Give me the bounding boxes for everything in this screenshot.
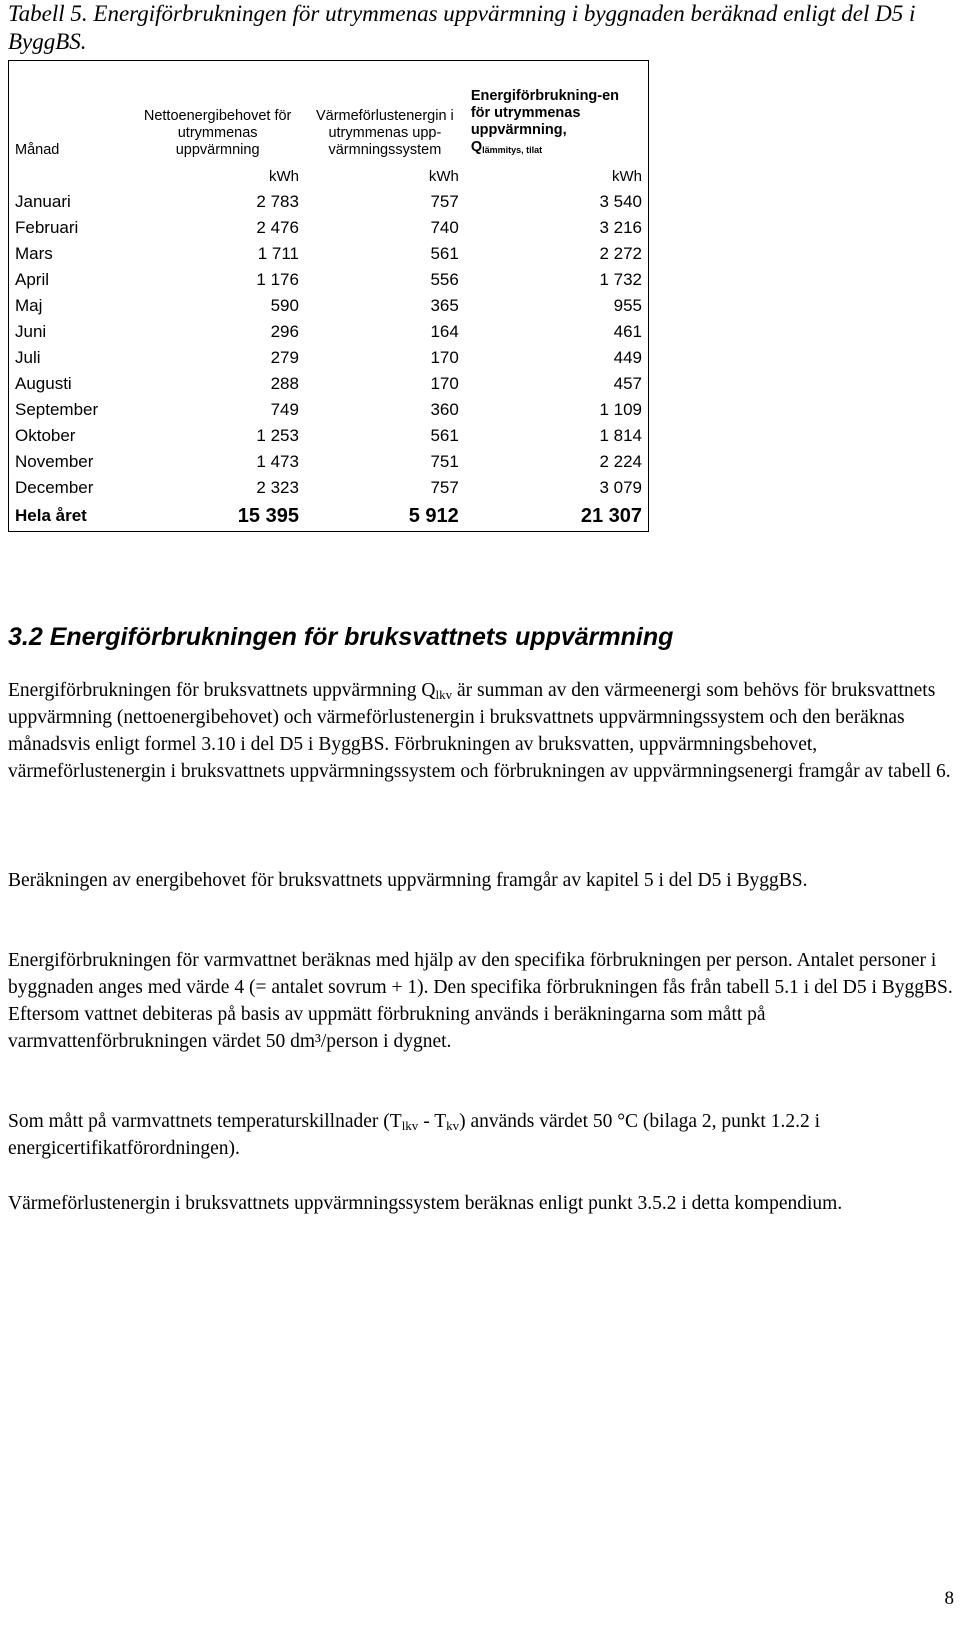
header-total-energy [465, 61, 649, 164]
total-cell: 955 [613, 296, 642, 315]
loss-cell: 556 [430, 270, 459, 289]
total-cell: 1 732 [599, 270, 642, 289]
net-cell: 2 323 [256, 478, 299, 497]
month-cell: April [15, 270, 50, 289]
table-header-row [9, 61, 649, 164]
table-row [9, 319, 649, 345]
net-cell: 2 783 [256, 192, 299, 211]
header-month: Månad [15, 142, 60, 158]
unit-total: kWh [612, 167, 642, 185]
month-cell: Mars [15, 244, 53, 263]
table-row [9, 423, 649, 449]
p4-sub-1: lkv [401, 1118, 419, 1133]
table-caption: Tabell 5. Energiförbrukningen för utrymmenas uppvärmning i byggnaden beräknad enligt del D5 i ByggBS. [8, 1, 916, 54]
section-heading: 3.2 Energiförbrukningen för bruksvattnets uppvärmning [8, 623, 674, 651]
p4-text-b: - T [418, 1111, 447, 1132]
table-row [9, 345, 649, 371]
loss-cell: 757 [430, 478, 459, 497]
table-row [9, 371, 649, 397]
net-cell: 1 176 [256, 270, 299, 289]
unit-net: kWh [268, 167, 299, 185]
month-cell: Augusti [15, 374, 72, 393]
total-cell: 21 307 [580, 504, 642, 527]
month-cell: Januari [15, 192, 71, 211]
loss-cell: 751 [430, 452, 459, 471]
loss-cell: 360 [430, 400, 459, 419]
month-cell: Oktober [15, 426, 76, 445]
total-cell: 449 [613, 348, 642, 367]
net-cell: 1 253 [256, 426, 299, 445]
total-cell: 1 814 [599, 426, 642, 445]
total-cell: 1 109 [599, 400, 642, 419]
loss-cell: 164 [430, 322, 459, 341]
table-row [9, 241, 649, 267]
p1-text-a: Energiförbrukningen för bruksvattnets uppvärmning Q [8, 680, 436, 701]
net-cell: 1 711 [257, 244, 299, 263]
unit-loss: kWh [428, 167, 459, 185]
table-row [9, 215, 649, 241]
net-cell: 288 [270, 374, 299, 393]
page-number: 8 [944, 1588, 954, 1609]
total-cell: 3 540 [599, 192, 642, 211]
loss-cell: 5 912 [408, 504, 459, 527]
loss-cell: 740 [430, 218, 459, 237]
loss-cell: 170 [430, 348, 459, 367]
month-cell: Juni [15, 322, 47, 341]
table-row [9, 189, 649, 215]
month-cell: Februari [15, 218, 79, 237]
total-cell: 2 272 [599, 244, 642, 263]
header-total-sub: lämmitys, tilat [482, 145, 543, 155]
net-cell: 590 [270, 296, 299, 315]
paragraph-3: Energiförbrukningen för varmvattnet beräknas med hjälp av den specifika förbrukningen per person. Antalet personer i byggnaden anges med värde 4 (= antalet sovrum + 1). Den specifika förbrukningen fås från tabell 5.1 i del D5 i ByggBS. Eftersom vattnet debiteras på basis av uppmätt förbrukning används i beräkningarna som mått på varmvattenförbrukningen värdet 50 dm³/person i dygnet. [8, 950, 953, 1052]
total-row [9, 501, 649, 532]
header-net-energy: Nettoenergibehovet för utrymmenas uppvärmning [143, 108, 292, 158]
p1-sub: lkv [435, 687, 453, 702]
net-cell: 15 395 [237, 504, 299, 527]
loss-cell: 365 [430, 296, 459, 315]
loss-cell: 757 [430, 192, 459, 211]
month-cell: Maj [15, 296, 43, 315]
total-cell: 461 [613, 322, 642, 341]
p4-text-a: Som mått på varmvattnets temperaturskillnader (T [8, 1111, 402, 1132]
loss-cell: 561 [430, 244, 459, 263]
loss-cell: 561 [430, 426, 459, 445]
month-cell: November [15, 452, 94, 471]
net-cell: 1 473 [256, 452, 299, 471]
energy-table [8, 60, 649, 532]
month-cell: Hela året [15, 506, 87, 525]
p4-sub-2: kv [446, 1118, 460, 1133]
paragraph-1 [8, 677, 958, 785]
table-row [9, 267, 649, 293]
paragraph-4 [8, 1108, 958, 1162]
month-cell: Juli [15, 348, 41, 367]
total-cell: 3 216 [599, 218, 642, 237]
loss-cell: 170 [430, 374, 459, 393]
p1-text-b: är summan av den värmeenergi som behövs för bruksvattnets uppvärmning (nettoenergibehovet) och värmeförlustenergin i bruksvattnets uppvärmningssystem och den beräknas månadsvis enligt formel 3.10 i del D5 i ByggBS. Förbrukningen av bruksvatten, uppvärmningsbehovet, värmeförlustenergin i bruksvattnets uppvärmningssystem och förbrukningen av uppvärmningsenergi framgår av tabell 6. [8, 680, 951, 782]
header-total-main: Energiförbrukning-en för utrymmenas uppvärmning, [470, 88, 620, 138]
net-cell: 296 [270, 322, 299, 341]
total-cell: 457 [613, 374, 642, 393]
month-cell: December [15, 478, 94, 497]
net-cell: 749 [270, 400, 299, 419]
table-row [9, 397, 649, 423]
month-cell: September [15, 400, 99, 419]
net-cell: 279 [270, 348, 299, 367]
header-total-q: Q [470, 139, 483, 155]
table-row [9, 293, 649, 319]
header-loss-energy: Värmeförlustenergin i utrymmenas upp-värmningssystem [315, 108, 454, 158]
units-row [9, 163, 649, 189]
table-row [9, 449, 649, 475]
total-cell: 3 079 [599, 478, 642, 497]
table-row [9, 475, 649, 501]
p4-text-c: ) används värdet 50 °C (bilaga 2, punkt 1.2.2 i energicertifikatförordningen). [8, 1111, 821, 1159]
total-cell: 2 224 [599, 452, 642, 471]
net-cell: 2 476 [256, 218, 299, 237]
paragraph-5: Värmeförlustenergin i bruksvattnets uppvärmningssystem beräknas enligt punkt 3.5.2 i detta kompendium. [8, 1193, 843, 1214]
paragraph-2: Beräkningen av energibehovet för bruksvattnets uppvärmning framgår av kapitel 5 i del D5 i ByggBS. [8, 870, 808, 891]
